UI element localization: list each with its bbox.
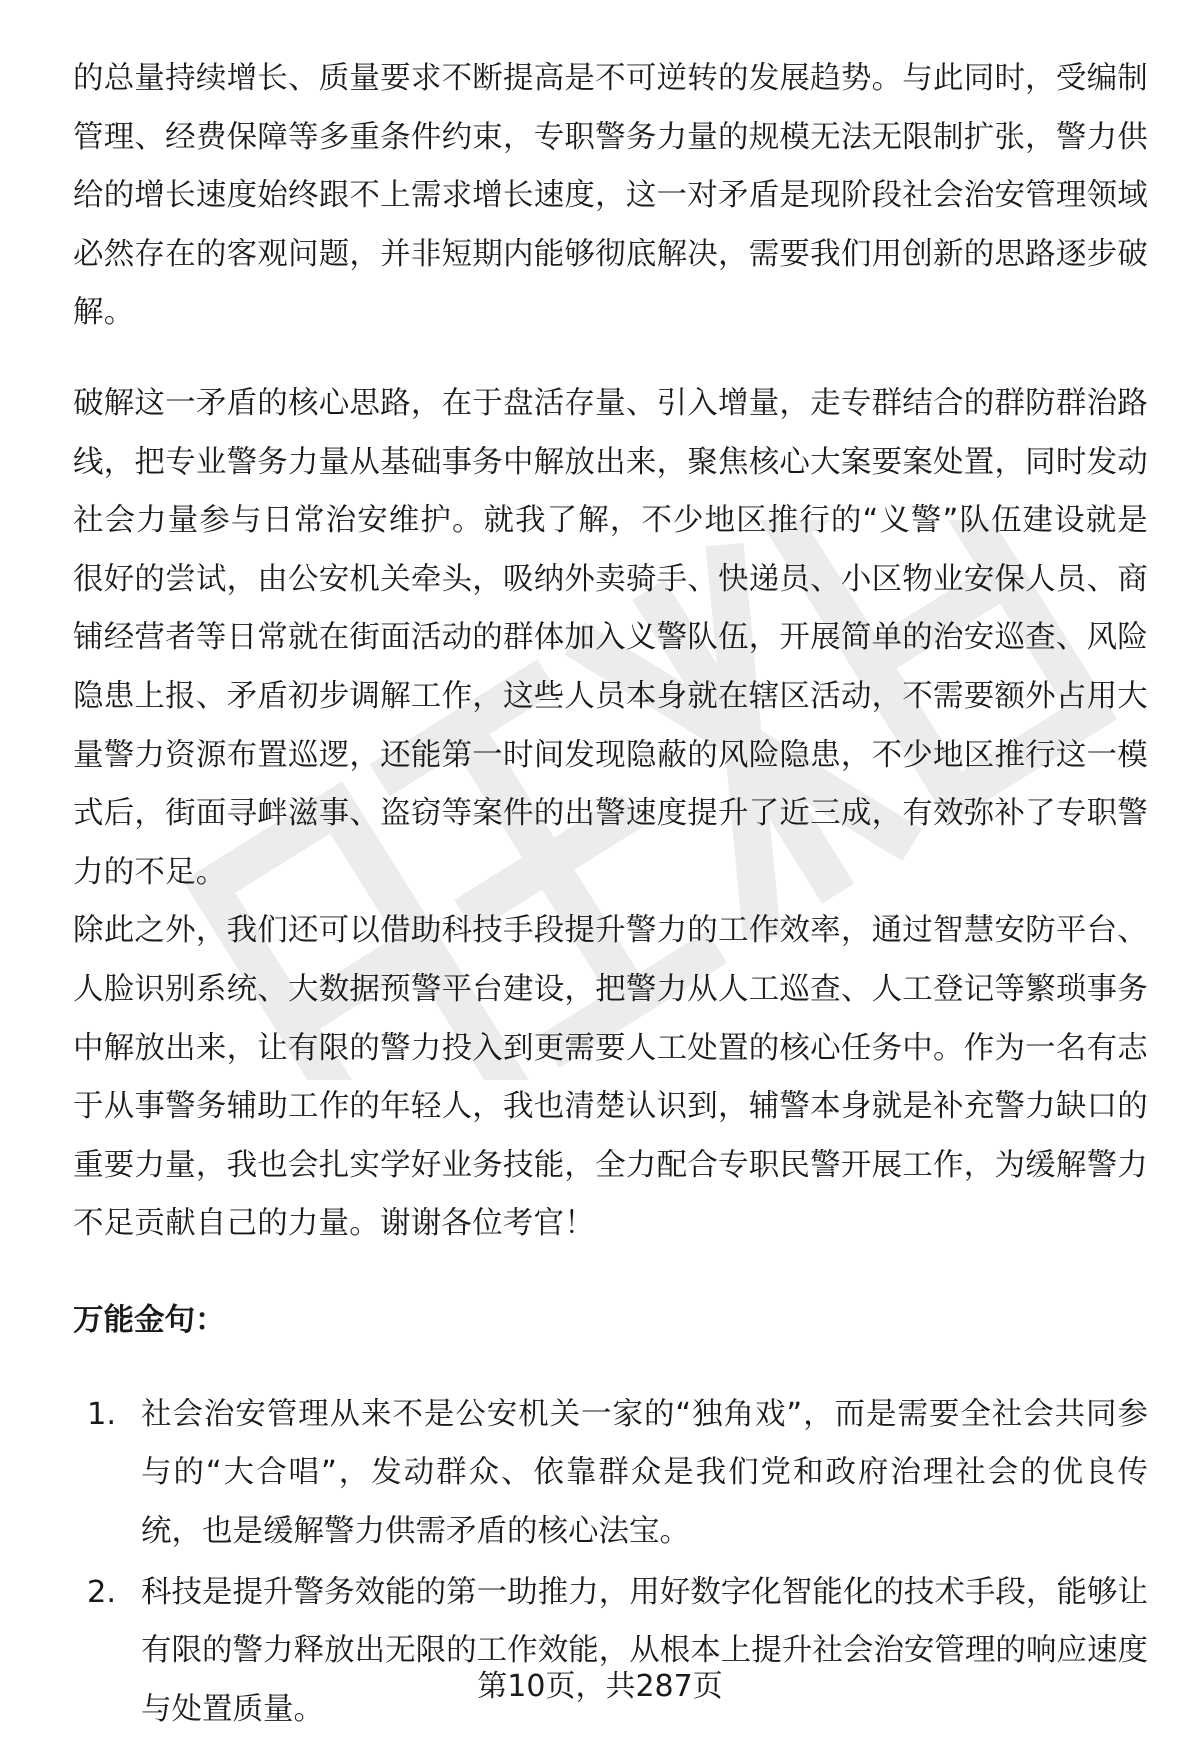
list-item-number: 2. xyxy=(87,1574,117,1610)
list-item-text: 社会治安管理从来不是公安机关一家的“独角戏”，而是需要全社会共同参与的“大合唱”，发动群众、依靠群众是我们党和政府治理社会的优良传统，也是缓解警力供需矛盾的核心法宝。 xyxy=(141,1396,1148,1550)
body-paragraph-2: 破解这一矛盾的核心思路，在于盘活存量、引入增量，走专群结合的群防群治路线，把专业警务力量从基础事务中解放出来，聚焦核心大案要案处置，同时发动社会力量参与日常治安维护。就我了解，不少地区推行的“义警”队伍建设就是很好的尝试，由公安机关牵头，吸纳外卖骑手、快递员、小区物业安保人员、商铺经营者等日常就在街面活动的群体加入义警队伍，开展简单的治安巡查、风险隐患上报、矛盾初步调解工作，这些人员本身就在辖区活动，不需要额外占用大量警力资源布置巡逻，还能第一时间发现隐蔽的风险隐患，不少地区推行这一模式后，街面寻衅滋事、盗窃等案件的出警速度提升了近三成，有效弥补了专职警力的不足。 xyxy=(73,385,1148,890)
list-item xyxy=(87,1564,1148,1740)
page-number-footer: 第10页，共287页 xyxy=(477,1669,723,1704)
body-paragraph-3: 除此之外，我们还可以借助科技手段提升警力的工作效率，通过智慧安防平台、人脸识别系统、大数据预警平台建设，把警力从人工巡查、人工登记等繁琐事务中解放出来，让有限的警力投入到更需要人工处置的核心任务中。作为一名有志于从事警务辅助工作的年轻人，我也清楚认识到，辅警本身就是补充警力缺口的重要力量，我也会扎实学好业务技能，全力配合专职民警开展工作，为缓解警力不足贡献自己的力量。谢谢各位考官！ xyxy=(73,913,1148,1242)
list-item-number: 1. xyxy=(87,1396,117,1432)
section-heading: 万能金句： xyxy=(73,1302,226,1338)
body-paragraph-1: 的总量持续增长、质量要求不断提高是不可逆转的发展趋势。与此同时，受编制管理、经费保障等多重条件约束，专职警务力量的规模无法无限制扩张，警力供给的增长速度始终跟不上需求增长速度，这一对矛盾是现阶段社会治安管理领域必然存在的客观问题，并非短期内能够彻底解决，需要我们用创新的思路逐步破解。 xyxy=(73,61,1148,331)
list-item-text: 科技是提升警务效能的第一助推力，用好数字化智能化的技术手段，能够让有限的警力释放出无限的工作效能，从根本上提升社会治安管理的响应速度与处置质量。 xyxy=(141,1574,1148,1727)
list-item xyxy=(87,1386,1148,1562)
